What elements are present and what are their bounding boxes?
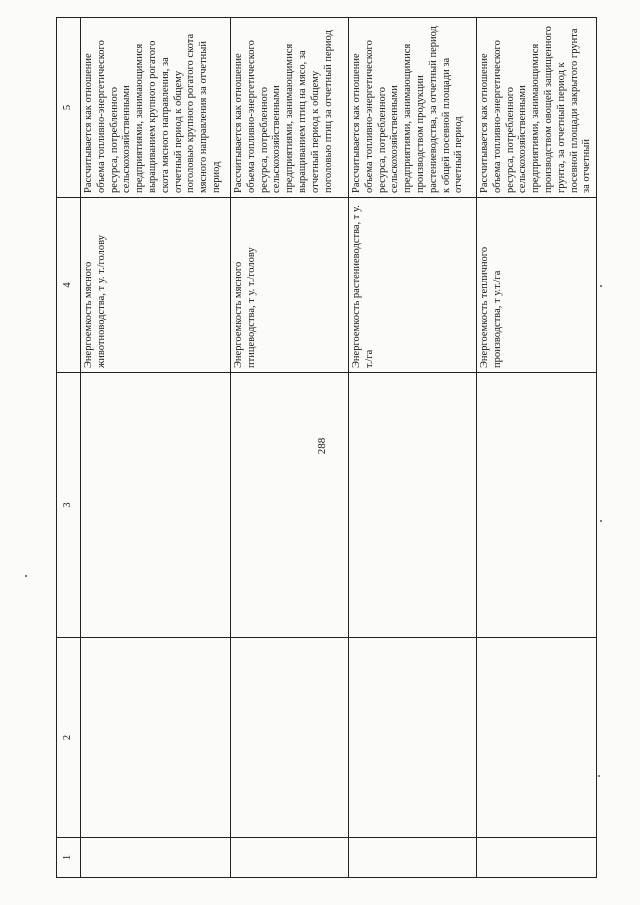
header-col-5: 5: [57, 18, 81, 198]
scan-speck: [25, 575, 27, 577]
cell-description: Рассчитывается как отношение объема топливно-энергетического ресурса, потребленного сельскохозяйственными предприятиями, занимающимися выращиванием птиц на мясо, за отчетный период к общему поголовью птиц за отчетный период: [231, 18, 349, 198]
header-col-3: 3: [57, 373, 81, 638]
header-col-2: 2: [57, 638, 81, 838]
scan-speck: [598, 775, 600, 777]
cell-col3: [477, 373, 597, 638]
cell-col2: [349, 638, 477, 838]
table-row: [231, 18, 349, 878]
scan-speck: [600, 285, 602, 287]
cell-description: Рассчитывается как отношение объема топливно-энергетического ресурса, потребленного сельскохозяйственными предприятиями, занимающимися выращиванием крупного рогатого скота мясного направления, за отчетный период к общему поголовью крупного рогатого скота мясного направления за отчетный период: [81, 18, 231, 198]
cell-description: Рассчитывается как отношение объема топливно-энергетического ресурса, потребленного сельскохозяйственными предприятиями, занимающимися производством продукции растениеводства, за отчетный период к общей посевной площади за отчетный период: [349, 18, 477, 198]
cell-col2: [81, 638, 231, 838]
scan-speck: [600, 520, 602, 522]
table-row: [349, 18, 477, 878]
cell-col2: [231, 638, 349, 838]
table-header-row: [57, 18, 81, 878]
header-col-4: 4: [57, 198, 81, 373]
table-row: [477, 18, 597, 878]
cell-indicator: Энергоемкость мясного птицеводства, т у. т./голову: [231, 198, 349, 373]
cell-indicator: Энергоемкость тепличного производства, т у.т./га: [477, 198, 597, 373]
cell-col1: [81, 838, 231, 878]
rotated-table-container: [56, 18, 593, 878]
cell-col3: [231, 373, 349, 638]
cell-indicator: Энергоемкость мясного животноводства, т у. т./голову: [81, 198, 231, 373]
cell-col1: [477, 838, 597, 878]
header-col-1: 1: [57, 838, 81, 878]
cell-col2: [477, 638, 597, 838]
cell-indicator: Энергоемкость растениеводства, т у. т./га: [349, 198, 477, 373]
cell-col1: [231, 838, 349, 878]
cell-description: Рассчитывается как отношение объема топливно-энергетического ресурса, потребленного сельскохозяйственными предприятиями, занимающимися производством овощей защищенного грунта, за отчетный период к посевной площади закрытого грунта за отчетный: [477, 18, 597, 198]
cell-col1: [349, 838, 477, 878]
document-table: [56, 17, 597, 878]
table-row: [81, 18, 231, 878]
cell-col3: [81, 373, 231, 638]
page-number: 288: [316, 437, 328, 455]
cell-col3: [349, 373, 477, 638]
